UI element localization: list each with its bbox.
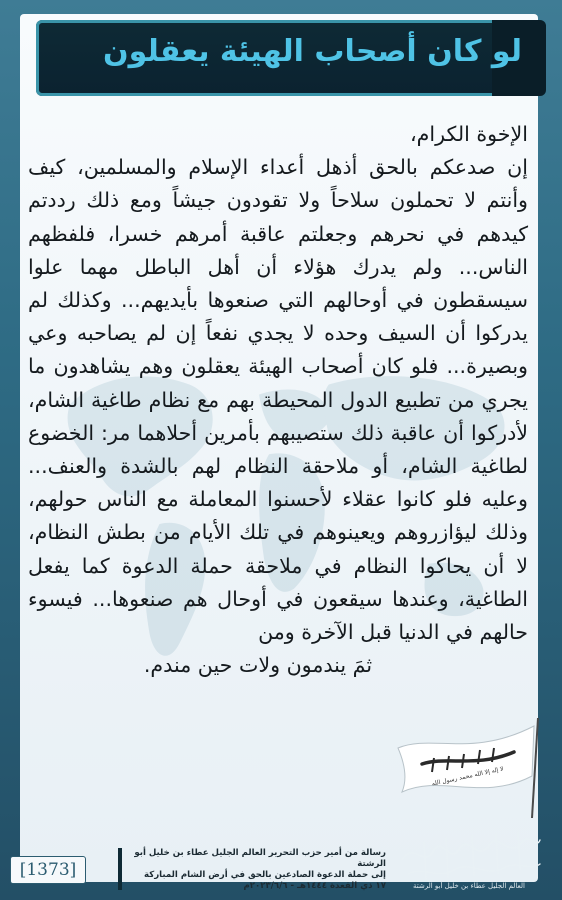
closing-line: ثمَ يندمون ولات حين مندم. — [143, 653, 373, 678]
title-banner — [36, 20, 546, 96]
footer-line-3: ١٧ ذي القعدة ١٤٤٤هـ - ٢٠٢٣/٦/٦م — [243, 881, 386, 891]
footer-line-2: إلى حملة الدعوة الصادعين بالحق في أرض الشام المباركة — [144, 870, 386, 880]
footer-line-1: رسالة من أمير حزب التحرير العالم الجليل عطاء بن خليل أبو الرشتة — [134, 848, 386, 869]
page-title: لو كان أصحاب الهيئة يعقلون — [103, 34, 522, 69]
footer-caption — [126, 848, 386, 892]
calligraphy-signature — [394, 820, 544, 892]
article-paragraph: إن صدعكم بالحق أذهل أعداء الإسلام والمسلمين، كيف وأنتم لا تحملون سلاحاً ولا تقودون جيشاً ومع ذلك رددتم كيدهم في نحرهم وجعلتم عاقبة أمرهم خسرا، فلفظهم الناس... ولم يدرك هؤلاء أن أهل الباطل مهما علوا سيسقطون في أوحالهم التي صنعوها بأيديهم... وكذلك لم يدركوا أن السيف وحده لا يجدي نفعاً إن لم يصاحبه وعي وبصيرة... فلو كان أصحاب الهيئة يعقلون وهم يشاهدون ما يجري من تطبيع الدول المحيطة بهم مع نظام طاغية الشام، لأدركوا أن عاقبة ذلك ستصيبهم بأمرين أحلاهما مر: الخضوع لطاغية الشام، أو ملاحقة النظام لهم بالشدة والعنف... وعليه فلو كانوا عقلاء لأحسنوا المعاملة مع الناس حولهم، وذلك ليؤازروهم ويعينوهم في تلك الأيام من بطش النظام، لا أن يحاكوا النظام في ملاحقة حملة الدعوة كما يفعل الطاغية، وعندها سيقعون في أوحال هم صنعوها... فيسوء حالهم في الدنيا قبل الآخرة ومن — [28, 155, 528, 645]
footer-divider — [118, 848, 122, 890]
issue-number-badge: [1373] — [10, 856, 86, 884]
signature-text: العالم الجليل عطاء بن خليل أبو الرشتة — [413, 882, 525, 890]
article-body — [28, 118, 528, 682]
flag-icon — [392, 712, 542, 822]
greeting: الإخوة الكرام، — [409, 122, 528, 146]
flag-inscription: لا إله إلا الله محمد رسول الله — [431, 765, 505, 788]
